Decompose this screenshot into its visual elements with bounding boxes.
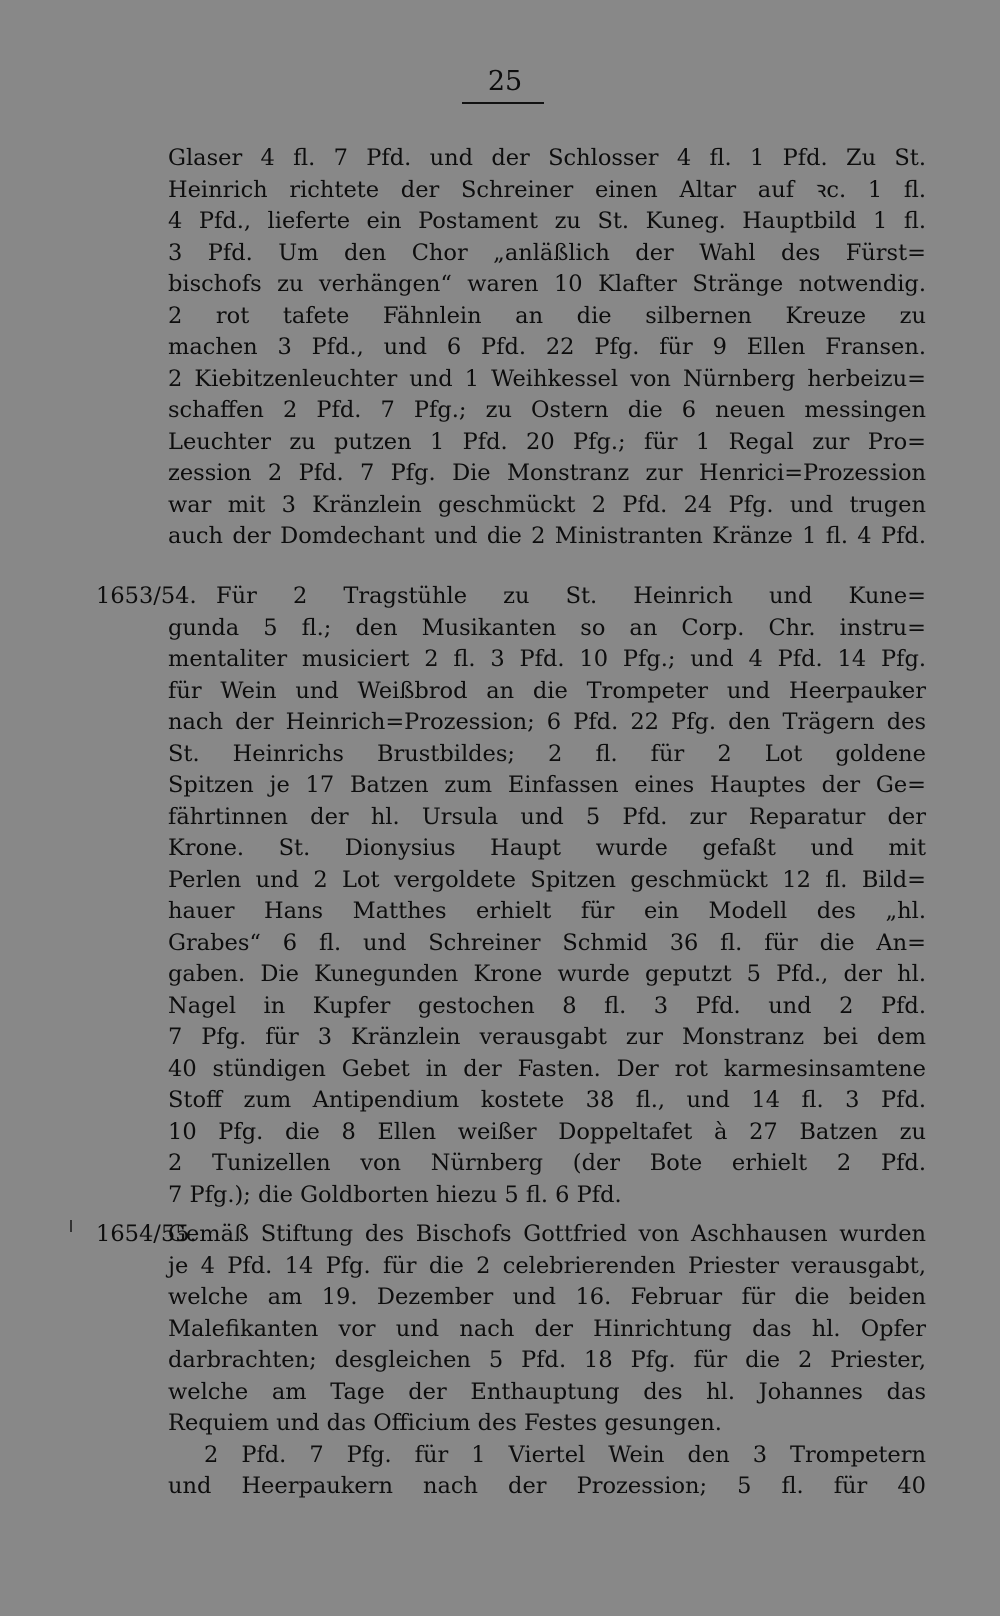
page-number-rule <box>462 102 544 104</box>
scan-speck <box>70 1220 72 1232</box>
text-line: Stoff zum Antipendium kostete 38 fl., und 14 fl. 3 Pfd. <box>168 1087 926 1113</box>
page-number: 25 <box>487 66 523 97</box>
text-line: hauer Hans Matthes erhielt für ein Modell des „hl. <box>168 898 926 924</box>
text-line: Grabes“ 6 fl. und Schreiner Schmid 36 fl. für die An= <box>168 929 926 956</box>
text-line: auch der Domdechant und die 2 Ministranten Kränze 1 fl. 4 Pfd. <box>168 523 926 549</box>
entry-1653-54 <box>96 581 926 1211</box>
text-line: war mit 3 Kränzlein geschmückt 2 Pfd. 24 Pfg. und trugen <box>168 491 926 518</box>
text-line: Heinrich richtete der Schreiner einen Altar auf ꝛc. 1 fl. <box>168 176 926 203</box>
text-line: Malefikanten vor und nach der Hinrichtung das hl. Opfer <box>168 1315 926 1342</box>
text-line: gaben. Die Kunegunden Krone wurde geputzt 5 Pfd., der hl. <box>168 961 926 987</box>
text-line: zession 2 Pfd. 7 Pfg. Die Monstranz zur Henrici=Prozession <box>168 460 926 486</box>
text-line: 3 Pfd. Um den Chor „anläßlich der Wahl des Fürst= <box>168 239 926 266</box>
text-line: welche am Tage der Enthauptung des hl. Johannes das <box>168 1378 926 1405</box>
entry-1654-55 <box>96 1219 926 1503</box>
text-line: 10 Pfg. die 8 Ellen weißer Doppeltafet à 27 Batzen zu <box>168 1118 926 1145</box>
text-line: Nagel in Kupfer gestochen 8 fl. 3 Pfd. und 2 Pfd. <box>168 992 926 1019</box>
text-line: bischofs zu verhängen“ waren 10 Klafter Stränge notwendig. <box>168 271 926 297</box>
entry-year: 1653/54. <box>96 583 197 609</box>
text-line: Gemäß Stiftung des Bischofs Gottfried von Aschhausen wurden <box>168 1221 926 1247</box>
text-line: Krone. St. Dionysius Haupt wurde gefaßt und mit <box>168 835 926 861</box>
text-line: welche am 19. Dezember und 16. Februar für die beiden <box>168 1284 926 1310</box>
text-line: fährtinnen der hl. Ursula und 5 Pfd. zur Reparatur der <box>168 803 926 830</box>
text-line: für Wein und Weißbrod an die Trompeter und Heerpauker <box>168 677 926 704</box>
text-line: Leuchter zu putzen 1 Pfd. 20 Pfg.; für 1 Regal zur Pro= <box>168 428 926 455</box>
text-line: 7 Pfg.); die Goldborten hiezu 5 fl. 6 Pfd. <box>168 1181 622 1208</box>
text-line: Glaser 4 fl. 7 Pfd. und der Schlosser 4 fl. 1 Pfd. Zu St. <box>168 145 926 171</box>
text-line: 2 Kiebitzenleuchter und 1 Weihkessel von Nürnberg herbeizu= <box>168 365 926 392</box>
text-line: 2 Pfd. 7 Pfg. für 1 Viertel Wein den 3 Trompetern <box>204 1441 926 1468</box>
text-line: schaffen 2 Pfd. 7 Pfg.; zu Ostern die 6 neuen messingen <box>168 397 926 423</box>
text-line: darbrachten; desgleichen 5 Pfd. 18 Pfg. für die 2 Priester, <box>168 1347 926 1373</box>
text-line: 40 stündigen Gebet in der Fasten. Der rot karmesinsamtene <box>168 1055 926 1082</box>
text-line: gunda 5 fl.; den Musikanten so an Corp. Chr. instru= <box>168 614 926 641</box>
entry-year: 1654/55. <box>96 1221 197 1247</box>
text-line: Spitzen je 17 Batzen zum Einfassen eines Hauptes der Ge= <box>168 772 926 798</box>
text-line: und Heerpaukern nach der Prozession; 5 fl. für 40 <box>168 1473 926 1499</box>
text-line: mentaliter musiciert 2 fl. 3 Pfd. 10 Pfg.; und 4 Pfd. 14 Pfg. <box>168 646 926 672</box>
text-line: je 4 Pfd. 14 Pfg. für die 2 celebrierenden Priester verausgabt, <box>168 1252 926 1279</box>
text-line: 2 rot tafete Fähnlein an die silbernen Kreuze zu <box>168 302 926 329</box>
text-line: 2 Tunizellen von Nürnberg (der Bote erhielt 2 Pfd. <box>168 1150 926 1176</box>
text-line: machen 3 Pfd., und 6 Pfd. 22 Pfg. für 9 Ellen Fransen. <box>168 334 926 360</box>
text-line: Perlen und 2 Lot vergoldete Spitzen geschmückt 12 fl. Bild= <box>168 866 926 893</box>
text-line: nach der Heinrich=Prozession; 6 Pfd. 22 Pfg. den Trägern des <box>168 709 926 735</box>
text-line: 4 Pfd., lieferte ein Postament zu St. Kuneg. Hauptbild 1 fl. <box>168 208 926 234</box>
text-line: St. Heinrichs Brustbildes; 2 fl. für 2 Lot goldene <box>168 740 926 767</box>
text-line: Requiem und das Officium des Festes gesungen. <box>168 1410 722 1436</box>
text-line: Für 2 Tragstühle zu St. Heinrich und Kune= <box>216 583 926 609</box>
text-line: 7 Pfg. für 3 Kränzlein verausgabt zur Monstranz bei dem <box>168 1024 926 1050</box>
paragraph-continuation <box>168 143 926 553</box>
